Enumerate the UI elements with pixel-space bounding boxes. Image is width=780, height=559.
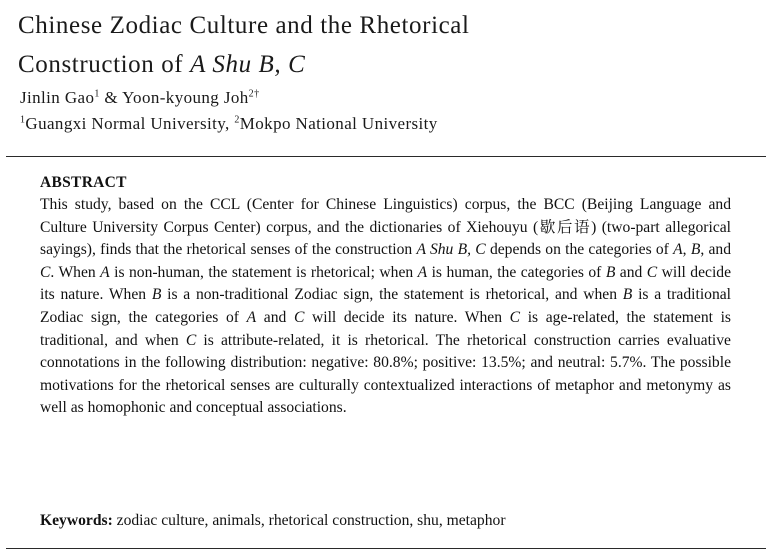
keywords-line	[40, 510, 740, 532]
affiliation-1-mark: 1	[20, 114, 26, 126]
author-separator: &	[99, 88, 123, 107]
abstract-variable: A Shu B, C	[416, 241, 486, 259]
author-list	[20, 87, 259, 109]
abstract-variable: A	[100, 263, 110, 281]
abstract-heading: ABSTRACT	[40, 174, 127, 191]
paper-title	[18, 6, 758, 84]
bottom-divider	[6, 548, 766, 549]
abstract-variable: A	[417, 263, 428, 281]
abstract-variable: C	[293, 308, 305, 326]
abstract-text: and	[615, 263, 647, 281]
author-1: Jinlin Gao	[20, 88, 95, 107]
author-2: Yoon-kyoung Joh	[122, 88, 249, 107]
abstract-variable: C	[509, 308, 521, 326]
abstract-variable: A	[673, 241, 683, 259]
abstract-variable: B	[605, 263, 616, 281]
abstract-text: will decide its nature. When	[304, 308, 510, 326]
abstract-text: , and	[700, 241, 732, 259]
affiliation-1: Guangxi Normal University,	[25, 114, 235, 133]
affiliation-2: Mokpo National University	[239, 114, 438, 133]
abstract-section	[40, 172, 731, 420]
abstract-variable: A	[246, 308, 257, 326]
abstract-text: is a traditional Zodiac sign, the categories of	[40, 286, 731, 326]
abstract-text: ,	[682, 241, 691, 259]
abstract-text: will decide its nature. When	[40, 263, 731, 304]
abstract-text: depends on the categories of	[485, 241, 674, 259]
abstract-text: is human, the categories of	[427, 263, 606, 281]
abstract-text: is a non-traditional Zodiac sign, the statement is rhetorical, and when	[161, 286, 623, 304]
abstract-variable: C	[40, 263, 51, 281]
abstract-variable: B	[151, 286, 162, 304]
abstract-text: is non-human, the statement is rhetorical; when	[109, 263, 418, 281]
affiliation-2-mark: 2	[234, 114, 240, 126]
abstract-text: . When	[50, 263, 101, 281]
author-2-affiliation-mark: 2†	[248, 88, 260, 100]
abstract-variable: C	[646, 263, 658, 281]
abstract-text: is attribute-related, it is rhetorical. The rhetorical construction carries evaluative connotations in the following distribution: negative: 80.8%; positive: 13.5%; and neutral: 5.7%. The possible motivations for the rhetorical senses are culturally contextualized interactions of metaphor and metonymy as well as homophonic and conceptual associations.	[40, 331, 731, 417]
title-line-2-prefix: Construction of	[18, 51, 191, 78]
abstract-variable: B	[622, 286, 633, 304]
title-construction: A Shu B, C	[190, 51, 306, 78]
author-1-affiliation-mark: 1	[94, 88, 100, 100]
abstract-variable: B	[690, 241, 701, 259]
abstract-text: This study, based on the CCL (Center for Chinese Linguistics) corpus, the BCC (Beijing Language and Culture University Corpus Center) corpus, and the dictionaries of Xiehouyu (歇后语) (two-part allegorical sayings), finds that the rhetorical senses of the construction	[40, 196, 731, 259]
abstract-variable: C	[185, 331, 197, 349]
abstract-text: and	[256, 308, 294, 326]
top-divider	[6, 156, 766, 157]
title-line-2	[18, 45, 758, 84]
keywords-label: Keywords:	[40, 512, 113, 529]
title-line-1: Chinese Zodiac Culture and the Rhetorical	[18, 12, 470, 39]
abstract-text: is age-related, the statement is traditional, and when	[40, 308, 731, 349]
keywords-text: zodiac culture, animals, rhetorical construction, shu, metaphor	[112, 512, 506, 529]
affiliations	[20, 113, 438, 135]
abstract-body	[40, 194, 731, 420]
